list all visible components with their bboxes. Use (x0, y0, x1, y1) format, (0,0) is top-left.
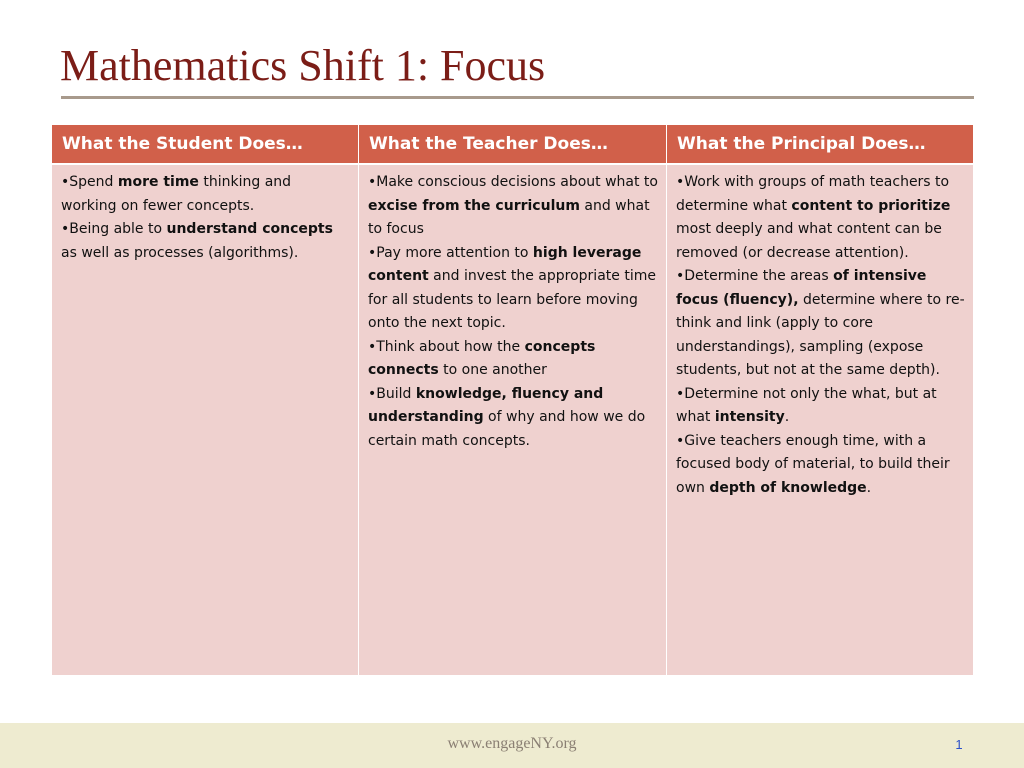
bold-text: of intensive focus (fluency), (676, 268, 927, 308)
bullet-text: •Think about how the (368, 338, 525, 355)
bold-text: knowledge, fluency and understanding (368, 385, 604, 425)
bullet-text: •Determine the areas (676, 268, 834, 284)
principal-cell (667, 165, 973, 675)
bullet-item (61, 218, 350, 265)
bullet-text: as well as processes (algorithms). (61, 244, 299, 261)
column-header-student: What the Student Does… (52, 125, 358, 163)
bullet-text: •Build (368, 385, 416, 402)
slide-title: Mathematics Shift 1: Focus (60, 41, 546, 90)
bullet-text: of why and how we do certain math concepts. (368, 409, 646, 449)
responsibilities-table (52, 125, 973, 675)
column-header-principal: What the Principal Does… (667, 125, 973, 163)
bullet-item (368, 171, 658, 242)
bullet-text: to one another (438, 362, 547, 378)
bullet-text: and invest the appropriate time for all students to learn before moving onto the next topic. (368, 268, 656, 331)
bullet-text: •Pay more attention to (368, 244, 533, 261)
bullet-text: and what to focus (368, 197, 650, 237)
bold-text: high leverage content (368, 244, 642, 284)
bold-text: understand concepts (166, 221, 333, 237)
bullet-text: •Determine not only the what, but at what (676, 385, 937, 425)
bullet-item (368, 336, 658, 383)
bullet-item (676, 383, 965, 430)
bold-text: content to prioritize (791, 197, 951, 214)
bullet-text: •Spend (61, 174, 118, 190)
bullet-item (368, 383, 658, 454)
bullet-text: . (784, 409, 790, 425)
page-number: 1 (955, 737, 963, 752)
bold-text: intensity (714, 409, 785, 425)
column-header-teacher: What the Teacher Does… (359, 125, 666, 163)
bullet-item (676, 430, 965, 501)
teacher-cell (359, 165, 666, 675)
bullet-item (676, 171, 965, 265)
bullet-text: determine where to re-think and link (apply to core understandings), sampling (expose students, but not at the same depth). (676, 291, 965, 378)
bullet-text: •Give teachers enough time, with a focused body of material, to build their own (676, 432, 950, 496)
bullet-item (368, 242, 658, 336)
bullet-text: most deeply and what content can be removed (or decrease attention). (676, 221, 942, 261)
bullet-text: . (866, 479, 872, 496)
title-divider (61, 96, 974, 99)
bold-text: excise from the curriculum (368, 197, 580, 214)
bullet-text: •Make conscious decisions about what to (368, 174, 658, 190)
footer-url: www.engageNY.org (447, 735, 577, 752)
bullet-text: •Being able to (61, 221, 167, 237)
student-cell (52, 165, 358, 675)
bold-text: depth of knowledge (709, 479, 867, 496)
bullet-text: thinking and working on fewer concepts. (61, 174, 292, 214)
bullet-item (61, 171, 350, 218)
bold-text: more time (117, 174, 199, 190)
bold-text: concepts connects (368, 338, 596, 378)
bullet-text: •Work with groups of math teachers to determine what (676, 174, 950, 214)
bullet-item (676, 265, 965, 383)
